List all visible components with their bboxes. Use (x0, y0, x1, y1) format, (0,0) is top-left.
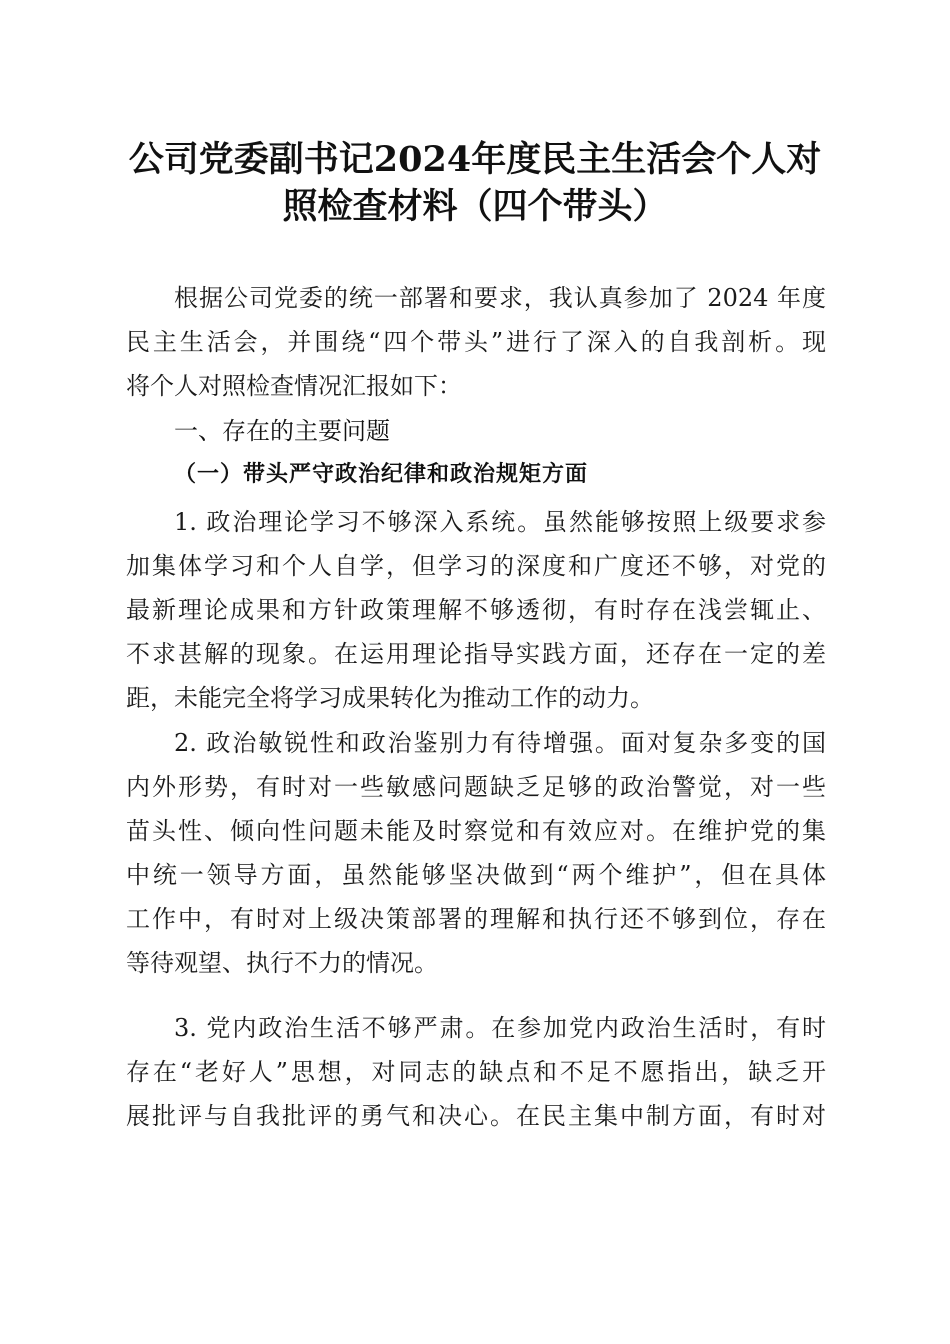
section-heading-1: 一、存在的主要问题 (174, 417, 390, 445)
point1-line-1: 1. 政治理论学习不够深入系统。虽然能够按照上级要求参 (174, 508, 826, 536)
point3-line-3: 展批评与自我批评的勇气和决心。在民主集中制方面，有时对 (126, 1102, 826, 1130)
point1-line-3: 最新理论成果和方针政策理解不够透彻，有时存在浅尝辄止、 (126, 596, 826, 624)
point2-line-5: 工作中，有时对上级决策部署的理解和执行还不够到位，存在 (126, 905, 826, 933)
point3-line-2: 存在“老好人”思想，对同志的缺点和不足不愿指出，缺乏开 (126, 1058, 826, 1086)
point1-line-4: 不求甚解的现象。在运用理论指导实践方面，还存在一定的差 (126, 640, 826, 668)
point2-line-2: 内外形势，有时对一些敏感问题缺乏足够的政治警觉，对一些 (126, 773, 826, 801)
subsection-heading-1: （一）带头严守政治纪律和政治规矩方面 (174, 461, 589, 487)
intro-line-1: 根据公司党委的统一部署和要求，我认真参加了 2024 年度 (174, 284, 826, 312)
point1-line-5: 距，未能完全将学习成果转化为推动工作的动力。 (126, 684, 654, 712)
document-title-line-1: 公司党委副书记2024年度民主生活会个人对 (128, 139, 822, 180)
point2-line-3: 苗头性、倾向性问题未能及时察觉和有效应对。在维护党的集 (126, 817, 826, 845)
point2-line-1: 2. 政治敏锐性和政治鉴别力有待增强。面对复杂多变的国 (174, 729, 826, 757)
document-title-line-2: 照检查材料（四个带头） (282, 186, 668, 227)
point1-line-2: 加集体学习和个人自学，但学习的深度和广度还不够，对党的 (126, 552, 826, 580)
point2-line-6: 等待观望、执行不力的情况。 (126, 949, 438, 977)
intro-line-2: 民主生活会，并围绕“四个带头”进行了深入的自我剖析。现 (126, 328, 826, 356)
intro-line-3: 将个人对照检查情况汇报如下： (126, 372, 462, 400)
point3-line-1: 3. 党内政治生活不够严肃。在参加党内政治生活时，有时 (174, 1014, 826, 1042)
point2-line-4: 中统一领导方面，虽然能够坚决做到“两个维护”，但在具体 (126, 861, 826, 889)
